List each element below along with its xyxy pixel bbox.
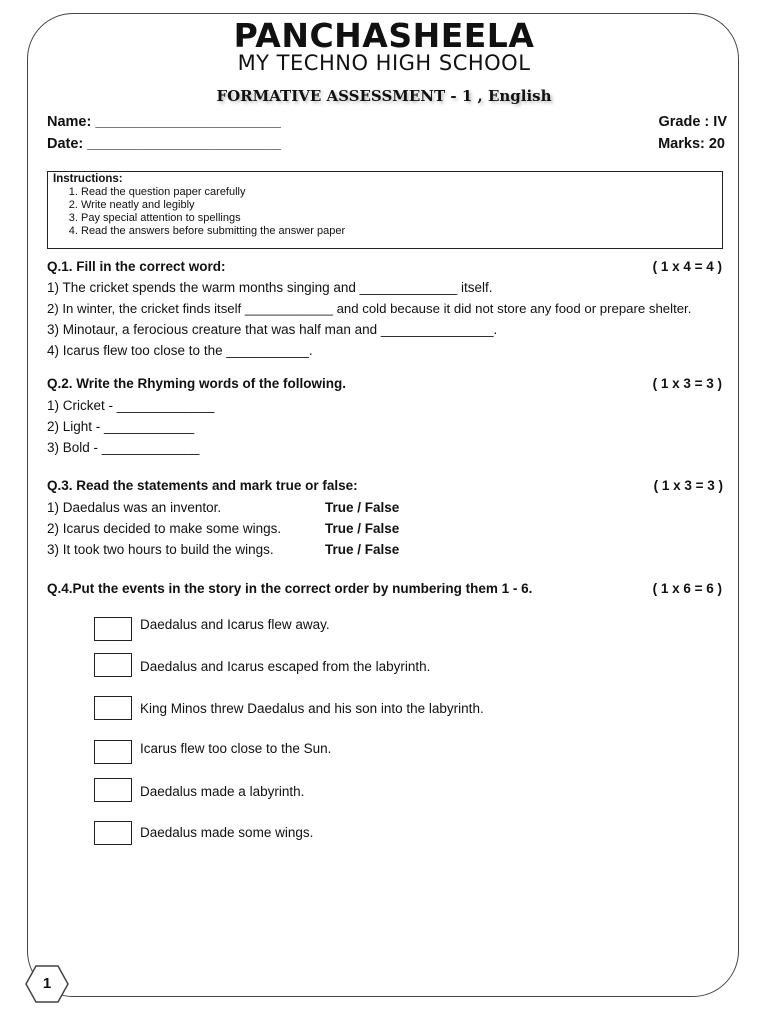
q1-marks: ( 1 x 4 = 4 ) (652, 259, 722, 274)
order-number-box[interactable] (94, 821, 132, 845)
q3-statement: 2) Icarus decided to make some wings. (47, 521, 282, 536)
q2-line: 3) Bold - _____________ (47, 440, 200, 455)
q4-event: King Minos threw Daedalus and his son into the labyrinth. (140, 701, 484, 716)
q3-statement: 1) Daedalus was an inventor. (47, 500, 222, 515)
q2-marks: ( 1 x 3 = 3 ) (652, 376, 722, 391)
page-number: 1 (42, 975, 52, 992)
q2-line: 2) Light - ____________ (47, 419, 195, 434)
instructions-box (47, 171, 723, 249)
instruction-item: 1. Read the question paper carefully (81, 186, 717, 199)
q3-true-false: True / False (325, 521, 400, 536)
q4-marks: ( 1 x 6 = 6 ) (652, 581, 722, 596)
q3-marks: ( 1 x 3 = 3 ) (653, 478, 723, 493)
q3-true-false: True / False (325, 500, 400, 515)
q1-line: 4) Icarus flew too close to the ___________. (47, 343, 313, 358)
q1-line: 3) Minotaur, a ferocious creature that was half man and _______________. (47, 322, 498, 337)
instruction-item: 2. Write neatly and legibly (81, 199, 717, 212)
q4-event: Icarus flew too close to the Sun. (140, 741, 332, 756)
name-field: Name: _______________________ (47, 114, 281, 130)
q4-event: Daedalus and Icarus flew away. (140, 617, 330, 632)
date-field: Date: ________________________ (47, 136, 281, 152)
q4-event: Daedalus made a labyrinth. (140, 784, 305, 799)
instructions-title: Instructions: (53, 173, 123, 185)
order-number-box[interactable] (94, 778, 132, 802)
exam-title: FORMATIVE ASSESSMENT - 1 , English (216, 87, 552, 105)
order-number-box[interactable] (94, 740, 132, 764)
order-number-box[interactable] (94, 696, 132, 720)
q1-line: 2) In winter, the cricket finds itself ____________ and cold because it did not store any food or prepare shelter. (47, 301, 692, 316)
instruction-item: 4. Read the answers before submitting the answer paper (81, 225, 717, 238)
q2-line: 1) Cricket - _____________ (47, 398, 215, 413)
q4-event: Daedalus and Icarus escaped from the labyrinth. (140, 659, 431, 674)
q4-event: Daedalus made some wings. (140, 825, 314, 840)
q2-title: Q.2. Write the Rhyming words of the following. (47, 376, 347, 391)
instruction-item: 3. Pay special attention to spellings (81, 212, 717, 225)
q4-title: Q.4.Put the events in the story in the correct order by numbering them 1 - 6. (47, 581, 533, 596)
q3-title: Q.3. Read the statements and mark true or false: (47, 478, 358, 493)
grade-label: Grade : IV (658, 114, 727, 130)
q1-title: Q.1. Fill in the correct word: (47, 259, 226, 274)
q1-line: 1) The cricket spends the warm months singing and _____________ itself. (47, 280, 493, 295)
q3-statement: 3) It took two hours to build the wings. (47, 542, 274, 557)
order-number-box[interactable] (94, 617, 132, 641)
school-name: PANCHASHEELA (233, 16, 535, 55)
q3-true-false: True / False (325, 542, 400, 557)
instructions-list (53, 186, 717, 238)
school-subtitle: MY TECHNO HIGH SCHOOL (237, 51, 531, 75)
marks-label: Marks: 20 (658, 136, 725, 152)
order-number-box[interactable] (94, 653, 132, 677)
